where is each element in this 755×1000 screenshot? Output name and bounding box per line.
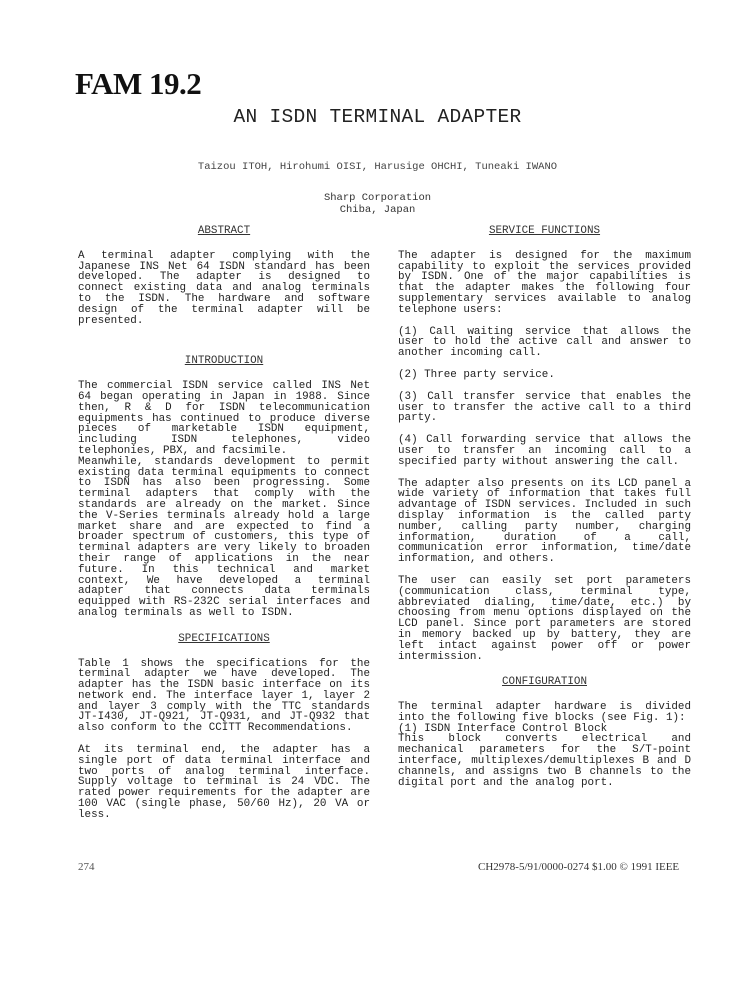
configuration-paragraph-1: The terminal adapter hardware is divided into the following five blocks (see Fig. 1): [398,701,691,724]
service-item-2: (2) Three party service. [398,368,555,381]
authors: Taizou ITOH, Hirohumi OISI, Harusige OHCHI, Tuneaki IWANO [197,161,558,173]
service-functions-heading: SERVICE FUNCTIONS [488,225,601,237]
affiliation [0,192,755,216]
configuration-heading: CONFIGURATION [502,676,587,689]
abstract-heading: ABSTRACT [197,225,251,237]
introduction-paragraph-1: The commercial ISDN service called INS Net 64 began operating in Japan in 1988. Since then, R & D for ISDN telecommunication equipments has continued to produce diverse pieces of marketable ISDN equipment, including ISDN telephones, video telephonies, PBX, and facsimile. [78,380,370,457]
paper-title: AN ISDN TERMINAL ADAPTER [233,106,522,128]
service-item-3: (3) Call transfer service that enables the user to transfer the active call to a third party. [398,390,691,425]
introduction-paragraph-2: Meanwhile, standards development to permit existing data terminal equipments to connect to ISDN has also been progressing. Some terminal adapters that comply with the standards are already on the market. Since the V-Series terminals already hold a large market share and are expected to find a broader spectrum of customers, this type of terminal adapters are very likely to broaden their range of applications in the near future. In this technical and market context, We have developed a terminal adapter that connects data terminals equipped with RS-232C serial interfaces and analog terminals as well to ISDN. [78,455,370,619]
specifications-paragraph-2: At its terminal end, the adapter has a single port of data terminal interface and two ports of analog terminal interface. Supply voltage to terminal is 24 VDC. The rated power requirements for the adapter are 100 VAC (single phase, 50/60 Hz), 20 VA or less. [78,744,370,821]
configuration-item-1-title: (1) ISDN Interface Control Block [398,722,608,735]
introduction-heading: INTRODUCTION [184,355,264,368]
specifications-heading: SPECIFICATIONS [178,632,270,645]
page-number: 274 [78,861,95,873]
right-column [398,226,691,788]
service-paragraph-3: The user can easily set port parameters (communication class, terminal type, abbreviated dialing, time/date, etc.) by choosing from menu options displayed on the LCD panel. Since port parameters are stored in memory backed up by battery, they are left intact against power off or power intermission. [398,574,691,663]
service-item-4: (4) Call forwarding service that allows the user to transfer an incoming call to a specified party without answering the call. [398,434,691,468]
configuration-item-1-text: This block converts electrical and mechanical parameters for the S/T-point interface, multiplexes/demultiplexes B and D channels, and assigns two B channels to the digital port and the analog port. [398,733,691,789]
service-paragraph-2: The adapter also presents on its LCD panel a wide variety of information that takes full advantage of ISDN services. Included in such display information is the called party number, calling party number, charging information, duration of a call, communication error information, time/date information, and others. [398,477,691,566]
affiliation-location: Chiba, Japan [339,204,416,216]
specifications-paragraph-1: Table 1 shows the specifications for the terminal adapter we have developed. The adapter has the ISDN basic interface on its network end. The interface layer 1, layer 2 and layer 3 comply with the TTC standards JT-I430, JT-Q921, JT-Q931, and JT-Q932 that also conform to the CCITT Recommendations. [78,657,370,735]
service-paragraph-1: The adapter is designed for the maximum capability to exploit the services provided by ISDN. One of the major capabilities is that the adapter makes the following four supplementary services available to analog telephone users: [398,249,691,316]
copyright-notice: CH2978-5/91/0000-0274 $1.00 © 1991 IEEE [478,861,680,873]
left-column [78,226,370,821]
abstract-text: A terminal adapter complying with the Japanese INS Net 64 ISDN standard has been developed. The adapter is designed to connect existing data and analog terminals to the ISDN. The hardware and software design of the terminal adapter will be presented. [78,249,370,327]
affiliation-org: Sharp Corporation [323,192,432,204]
session-label: FAM 19.2 [75,66,202,101]
service-item-1: (1) Call waiting service that allows the user to hold the active call and answer to another incoming call. [398,325,691,360]
